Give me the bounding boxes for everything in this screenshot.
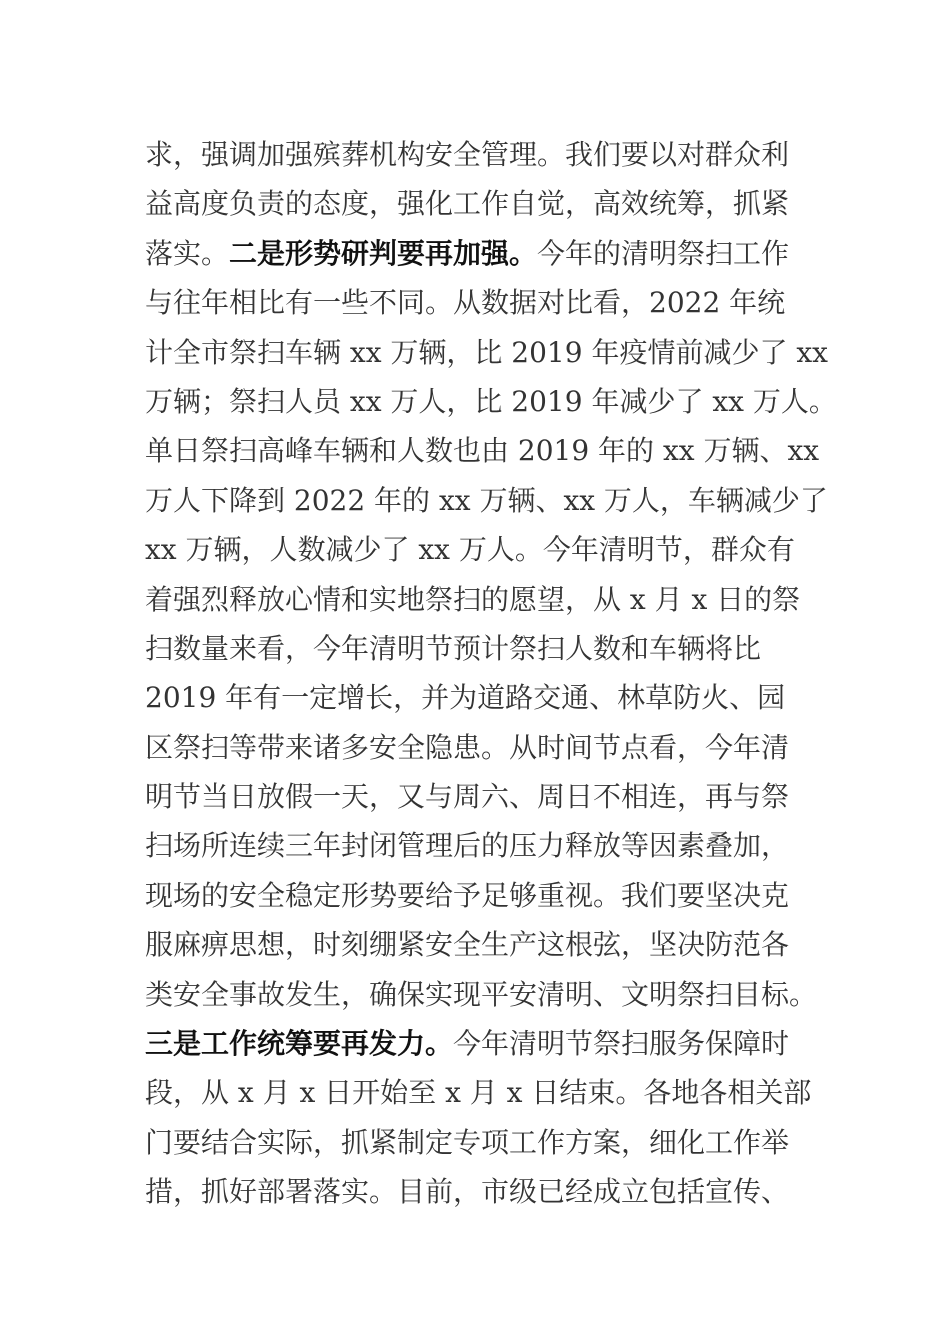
text-line: 2019 年有一定增长，并为道路交通、林草防火、园 <box>145 681 786 715</box>
text-line: 类安全事故发生，确保实现平安清明、文明祭扫目标。 <box>145 977 818 1011</box>
text-line: 益高度负责的态度，强化工作自觉，高效统筹，抓紧 <box>145 187 790 221</box>
text-line: 措，抓好部署落实。目前，市级已经成立包括宣传、 <box>145 1175 790 1209</box>
text-line: 单日祭扫高峰车辆和人数也由 2019 年的 xx 万辆、xx <box>145 434 820 468</box>
text-line: 区祭扫等带来诸多安全隐患。从时间节点看，今年清 <box>145 730 790 764</box>
body-text <box>145 130 845 1217</box>
text-line: xx 万辆，人数减少了 xx 万人。今年清明节，群众有 <box>145 533 795 567</box>
text-line: 落实。二是形势研判要再加强。今年的清明祭扫工作 <box>145 236 790 270</box>
section-heading-three: 三是工作统筹要再发力。 <box>145 1027 454 1061</box>
text-line: 服麻痹思想，时刻绷紧安全生产这根弦，坚决防范各 <box>145 928 790 962</box>
text-line: 段，从 x 月 x 日开始至 x 月 x 日结束。各地各相关部 <box>145 1076 812 1110</box>
text-line: 计全市祭扫车辆 xx 万辆，比 2019 年疫情前减少了 xx <box>145 335 828 369</box>
text-line: 现场的安全稳定形势要给予足够重视。我们要坚决克 <box>145 878 790 912</box>
text-line: 扫场所连续三年封闭管理后的压力释放等因素叠加， <box>145 829 790 863</box>
text-line: 明节当日放假一天，又与周六、周日不相连，再与祭 <box>145 780 790 814</box>
text-line: 三是工作统筹要再发力。今年清明节祭扫服务保障时 <box>145 1027 790 1061</box>
text-line: 门要结合实际，抓紧制定专项工作方案，细化工作举 <box>145 1125 790 1159</box>
section-heading-two: 二是形势研判要再加强。 <box>229 236 538 270</box>
text-line: 万人下降到 2022 年的 xx 万辆、xx 万人，车辆减少了 <box>145 483 828 517</box>
text-line: 与往年相比有一些不同。从数据对比看，2022 年统 <box>145 286 786 320</box>
text-line: 求，强调加强殡葬机构安全管理。我们要以对群众利 <box>145 138 790 171</box>
text-line: 扫数量来看，今年清明节预计祭扫人数和车辆将比 <box>145 631 762 665</box>
text-line: 着强烈释放心情和实地祭扫的愿望，从 x 月 x 日的祭 <box>145 582 801 616</box>
text-line: 万辆；祭扫人员 xx 万人，比 2019 年减少了 xx 万人。 <box>145 384 837 418</box>
